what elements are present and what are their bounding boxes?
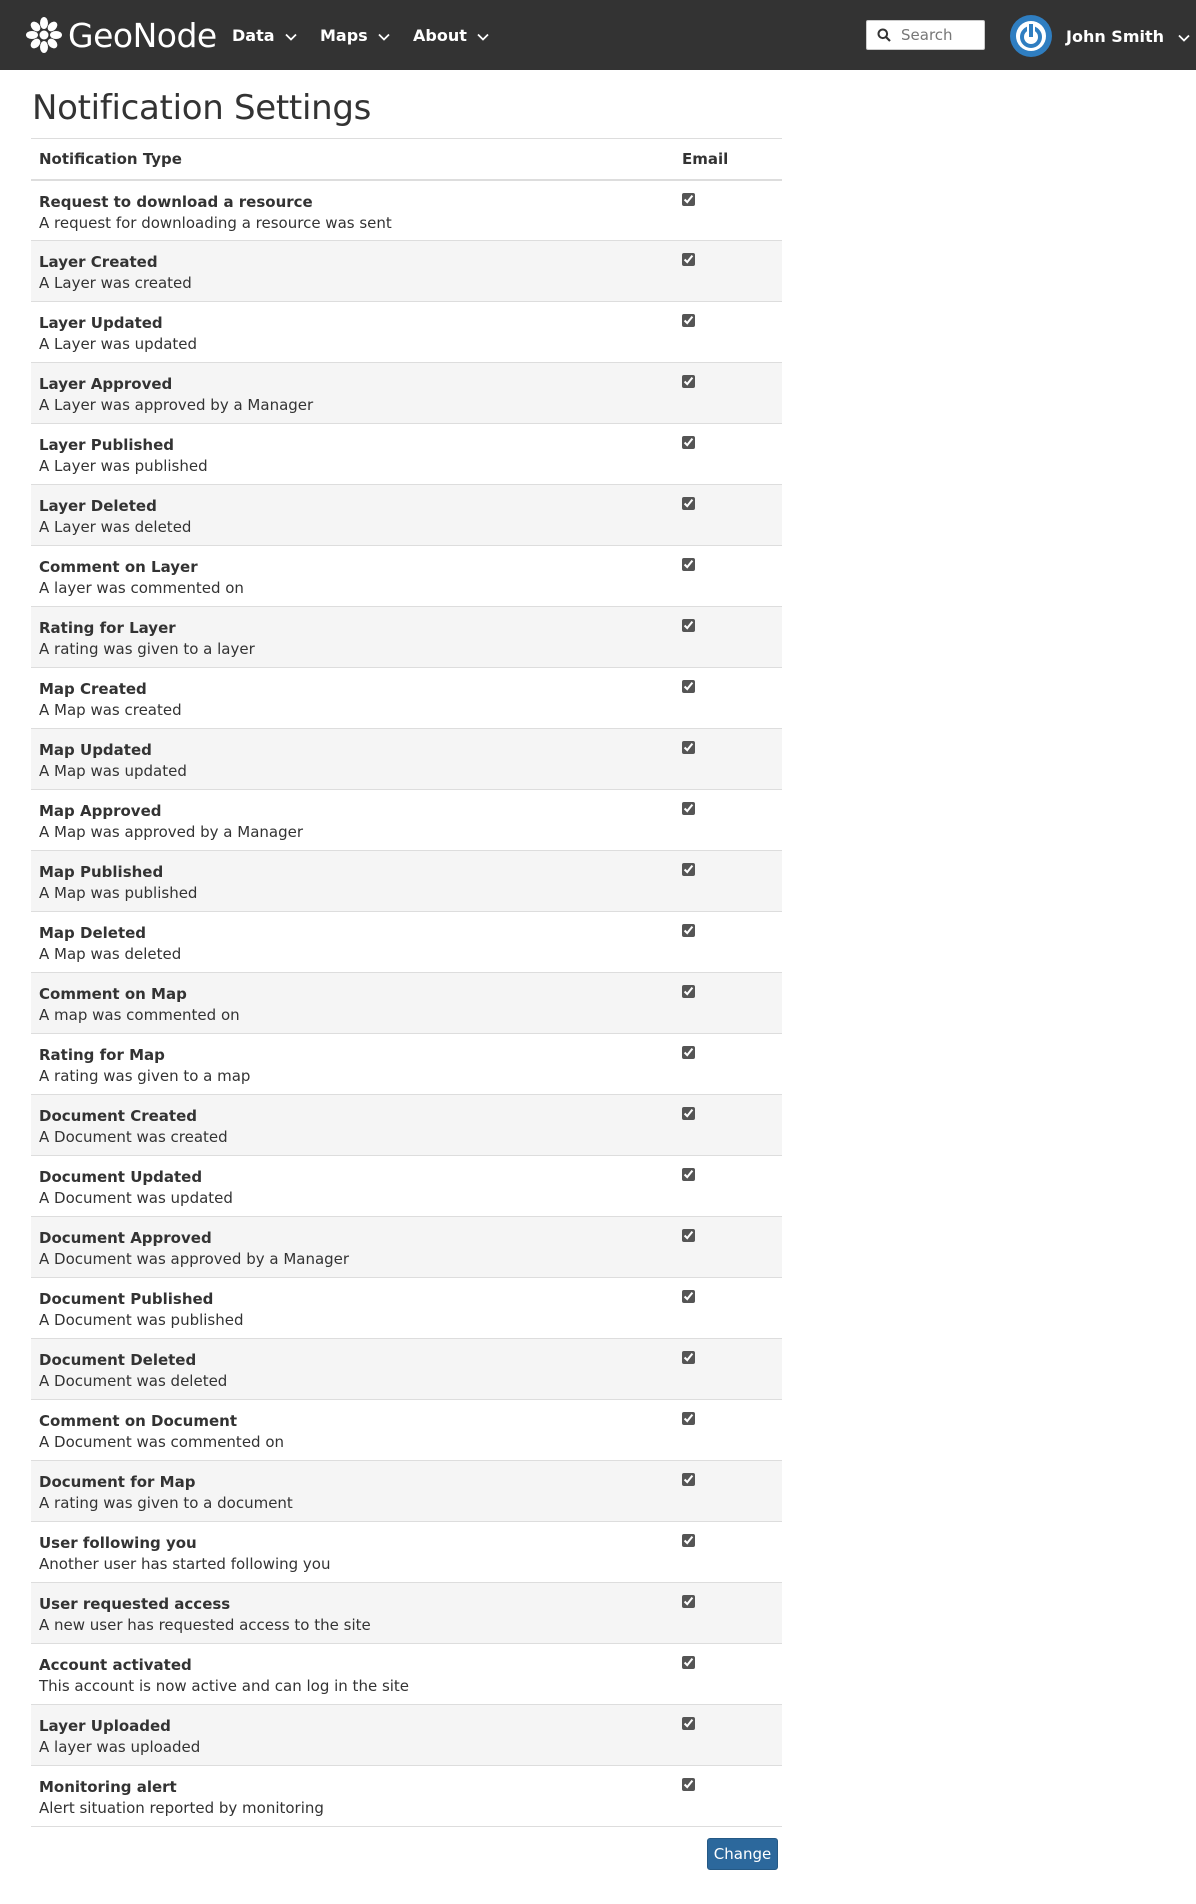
notification-type-cell bbox=[31, 1705, 682, 1766]
search-box bbox=[866, 20, 985, 50]
table-row bbox=[31, 1034, 782, 1095]
nav-menu-data[interactable] bbox=[232, 0, 297, 70]
email-cell bbox=[682, 1095, 782, 1156]
notification-description: A new user has requested access to the site bbox=[39, 1616, 371, 1634]
notification-title: Layer Deleted bbox=[39, 497, 157, 515]
notification-title: Document Published bbox=[39, 1290, 214, 1308]
table-row bbox=[31, 1278, 782, 1339]
notification-description: A map was commented on bbox=[39, 1006, 240, 1024]
notification-type-cell bbox=[31, 1583, 682, 1644]
table-row bbox=[31, 1461, 782, 1522]
notification-title: User requested access bbox=[39, 1595, 231, 1613]
notification-description: A Map was deleted bbox=[39, 945, 182, 963]
email-cell bbox=[682, 1766, 782, 1827]
notification-description: A request for downloading a resource was sent bbox=[39, 213, 392, 232]
notification-description: A Document was published bbox=[39, 1311, 244, 1329]
notification-description: A rating was given to a map bbox=[39, 1067, 251, 1085]
email-cell bbox=[682, 1400, 782, 1461]
notification-description: A Document was approved by a Manager bbox=[39, 1250, 350, 1268]
email-checkbox[interactable] bbox=[682, 1656, 695, 1669]
email-cell bbox=[682, 546, 782, 607]
notification-description: A Map was updated bbox=[39, 762, 187, 780]
user-name: John Smith bbox=[1066, 26, 1165, 46]
notification-description: A Document was deleted bbox=[39, 1372, 228, 1390]
notification-description: A Layer was deleted bbox=[39, 518, 192, 536]
page-title: Notification Settings bbox=[32, 88, 372, 128]
table-row bbox=[31, 1156, 782, 1217]
notification-title: Comment on Layer bbox=[39, 558, 198, 576]
email-cell bbox=[682, 1644, 782, 1705]
nav-menu-label: Data bbox=[232, 25, 275, 45]
email-cell bbox=[682, 485, 782, 546]
table-row bbox=[31, 485, 782, 546]
table-row bbox=[31, 363, 782, 424]
notification-description: A rating was given to a layer bbox=[39, 640, 255, 658]
table-row bbox=[31, 1095, 782, 1156]
table-row bbox=[31, 302, 782, 363]
notification-type-cell bbox=[31, 790, 682, 851]
notification-type-cell bbox=[31, 1095, 682, 1156]
email-cell bbox=[682, 1034, 782, 1095]
table-row bbox=[31, 1217, 782, 1278]
email-cell bbox=[682, 1217, 782, 1278]
notification-type-cell bbox=[31, 1400, 682, 1461]
table-row bbox=[31, 1583, 782, 1644]
notification-description: A Map was published bbox=[39, 884, 198, 902]
table-body bbox=[31, 180, 782, 1827]
header-email: Email bbox=[682, 139, 782, 180]
notification-title: Document Deleted bbox=[39, 1351, 197, 1369]
table-row bbox=[31, 424, 782, 485]
notification-description: A Layer was approved by a Manager bbox=[39, 396, 314, 414]
notification-title: Map Deleted bbox=[39, 924, 147, 942]
notification-type-cell bbox=[31, 1278, 682, 1339]
notification-title: Monitoring alert bbox=[39, 1778, 177, 1796]
table-row bbox=[31, 668, 782, 729]
notification-type-cell bbox=[31, 302, 682, 363]
notification-title: Layer Uploaded bbox=[39, 1717, 171, 1735]
notification-type-cell bbox=[31, 851, 682, 912]
notification-description: Alert situation reported by monitoring bbox=[39, 1799, 324, 1817]
email-cell bbox=[682, 424, 782, 485]
notification-title: Rating for Layer bbox=[39, 619, 176, 637]
email-cell bbox=[682, 302, 782, 363]
geonode-logo-icon bbox=[24, 15, 64, 55]
email-checkbox[interactable] bbox=[682, 985, 695, 998]
email-cell bbox=[682, 790, 782, 851]
email-checkbox[interactable] bbox=[682, 1595, 695, 1608]
email-cell bbox=[682, 1156, 782, 1217]
email-cell bbox=[682, 1339, 782, 1400]
email-cell bbox=[682, 729, 782, 790]
notification-description: A Document was commented on bbox=[39, 1433, 285, 1451]
notification-type-cell bbox=[31, 1156, 682, 1217]
email-checkbox[interactable] bbox=[682, 1107, 695, 1120]
notification-type-cell bbox=[31, 485, 682, 546]
notification-description: A Document was updated bbox=[39, 1189, 233, 1207]
email-checkbox[interactable] bbox=[682, 619, 695, 632]
notification-title: Document for Map bbox=[39, 1473, 196, 1491]
email-cell bbox=[682, 241, 782, 302]
email-checkbox[interactable] bbox=[682, 924, 695, 937]
notification-description: Another user has started following you bbox=[39, 1555, 331, 1573]
email-cell bbox=[682, 363, 782, 424]
notification-title: Document Updated bbox=[39, 1168, 203, 1186]
notification-title: Comment on Document bbox=[39, 1412, 238, 1430]
top-navbar bbox=[0, 0, 1196, 70]
nav-menu-maps[interactable] bbox=[320, 0, 390, 70]
email-checkbox[interactable] bbox=[682, 680, 695, 693]
notification-title: Account activated bbox=[39, 1656, 192, 1674]
brand-logo[interactable] bbox=[24, 10, 217, 60]
notification-title: Layer Approved bbox=[39, 375, 173, 393]
email-checkbox[interactable] bbox=[682, 497, 695, 510]
notification-title: Map Published bbox=[39, 863, 164, 881]
notification-type-cell bbox=[31, 424, 682, 485]
email-checkbox[interactable] bbox=[682, 802, 695, 815]
notification-title: Layer Published bbox=[39, 436, 174, 454]
notification-description: A Map was approved by a Manager bbox=[39, 823, 304, 841]
notification-description: This account is now active and can log in the site bbox=[39, 1677, 410, 1695]
email-cell bbox=[682, 1705, 782, 1766]
table-row bbox=[31, 180, 782, 241]
nav-menu-label: About bbox=[413, 25, 467, 45]
email-checkbox[interactable] bbox=[682, 1717, 695, 1730]
email-checkbox[interactable] bbox=[682, 314, 695, 327]
table-row bbox=[31, 1766, 782, 1827]
table-row bbox=[31, 912, 782, 973]
email-cell bbox=[682, 180, 782, 241]
notification-description: A Layer was created bbox=[39, 274, 192, 292]
email-cell bbox=[682, 1278, 782, 1339]
notification-type-cell bbox=[31, 912, 682, 973]
notification-title: Layer Created bbox=[39, 253, 158, 271]
notification-title: Request to download a resource bbox=[39, 192, 313, 211]
email-cell bbox=[682, 607, 782, 668]
table-row bbox=[31, 1400, 782, 1461]
notification-settings-table bbox=[31, 138, 782, 1827]
email-checkbox[interactable] bbox=[682, 436, 695, 449]
power-avatar-icon bbox=[1010, 15, 1052, 57]
email-checkbox[interactable] bbox=[682, 1290, 695, 1303]
notification-description: A layer was commented on bbox=[39, 579, 244, 597]
notification-description: A Document was created bbox=[39, 1128, 228, 1146]
notification-type-cell bbox=[31, 546, 682, 607]
table-row bbox=[31, 1705, 782, 1766]
email-cell bbox=[682, 1522, 782, 1583]
email-cell bbox=[682, 1461, 782, 1522]
table-header-row bbox=[31, 139, 782, 180]
user-menu[interactable] bbox=[1010, 15, 1190, 57]
email-checkbox[interactable] bbox=[682, 193, 695, 206]
email-checkbox[interactable] bbox=[682, 253, 695, 266]
notification-type-cell bbox=[31, 241, 682, 302]
email-checkbox[interactable] bbox=[682, 1229, 695, 1242]
email-checkbox[interactable] bbox=[682, 1351, 695, 1364]
notification-title: Document Created bbox=[39, 1107, 197, 1125]
email-checkbox[interactable] bbox=[682, 741, 695, 754]
notification-title: Rating for Map bbox=[39, 1046, 165, 1064]
email-checkbox[interactable] bbox=[682, 558, 695, 571]
email-cell bbox=[682, 668, 782, 729]
search-input[interactable] bbox=[901, 26, 981, 44]
chevron-down-icon bbox=[477, 26, 489, 45]
notification-type-cell bbox=[31, 1644, 682, 1705]
table-row bbox=[31, 1339, 782, 1400]
email-cell bbox=[682, 1583, 782, 1644]
notification-description: A layer was uploaded bbox=[39, 1738, 201, 1756]
notification-type-cell bbox=[31, 363, 682, 424]
notification-type-cell bbox=[31, 729, 682, 790]
notification-type-cell bbox=[31, 180, 682, 241]
notification-title: Map Approved bbox=[39, 802, 162, 820]
table-row bbox=[31, 1644, 782, 1705]
table-row bbox=[31, 729, 782, 790]
table-row bbox=[31, 546, 782, 607]
chevron-down-icon bbox=[378, 26, 390, 45]
email-checkbox[interactable] bbox=[682, 1412, 695, 1425]
notification-type-cell bbox=[31, 973, 682, 1034]
notification-description: A Map was created bbox=[39, 701, 182, 719]
nav-menu-label: Maps bbox=[320, 25, 368, 45]
table-row bbox=[31, 241, 782, 302]
notification-type-cell bbox=[31, 668, 682, 729]
notification-type-cell bbox=[31, 1339, 682, 1400]
notification-description: A Layer was updated bbox=[39, 335, 198, 353]
email-checkbox[interactable] bbox=[682, 1778, 695, 1791]
search-icon[interactable] bbox=[867, 28, 891, 42]
notification-type-cell bbox=[31, 1461, 682, 1522]
table-row bbox=[31, 607, 782, 668]
email-cell bbox=[682, 912, 782, 973]
table-row bbox=[31, 790, 782, 851]
notification-type-cell bbox=[31, 1034, 682, 1095]
email-checkbox[interactable] bbox=[682, 1534, 695, 1547]
header-notification-type: Notification Type bbox=[31, 139, 682, 180]
email-checkbox[interactable] bbox=[682, 1473, 695, 1486]
email-checkbox[interactable] bbox=[682, 375, 695, 388]
notification-title: Document Approved bbox=[39, 1229, 212, 1247]
chevron-down-icon bbox=[1178, 27, 1190, 46]
email-cell bbox=[682, 973, 782, 1034]
notification-title: Comment on Map bbox=[39, 985, 187, 1003]
notification-description: A rating was given to a document bbox=[39, 1494, 293, 1512]
notification-title: Map Updated bbox=[39, 741, 152, 759]
email-checkbox[interactable] bbox=[682, 863, 695, 876]
notification-title: User following you bbox=[39, 1534, 197, 1552]
brand-name: GeoNode bbox=[68, 15, 217, 55]
notification-description: A Layer was published bbox=[39, 457, 208, 475]
email-checkbox[interactable] bbox=[682, 1046, 695, 1059]
email-checkbox[interactable] bbox=[682, 1168, 695, 1181]
nav-menu-about[interactable] bbox=[413, 0, 489, 70]
chevron-down-icon bbox=[285, 26, 297, 45]
notification-type-cell bbox=[31, 607, 682, 668]
email-cell bbox=[682, 851, 782, 912]
table-row bbox=[31, 851, 782, 912]
notification-title: Layer Updated bbox=[39, 314, 163, 332]
notification-type-cell bbox=[31, 1217, 682, 1278]
table-row bbox=[31, 973, 782, 1034]
notification-title: Map Created bbox=[39, 680, 147, 698]
notification-type-cell bbox=[31, 1522, 682, 1583]
change-button[interactable]: Change bbox=[707, 1838, 778, 1870]
table-row bbox=[31, 1522, 782, 1583]
notification-type-cell bbox=[31, 1766, 682, 1827]
